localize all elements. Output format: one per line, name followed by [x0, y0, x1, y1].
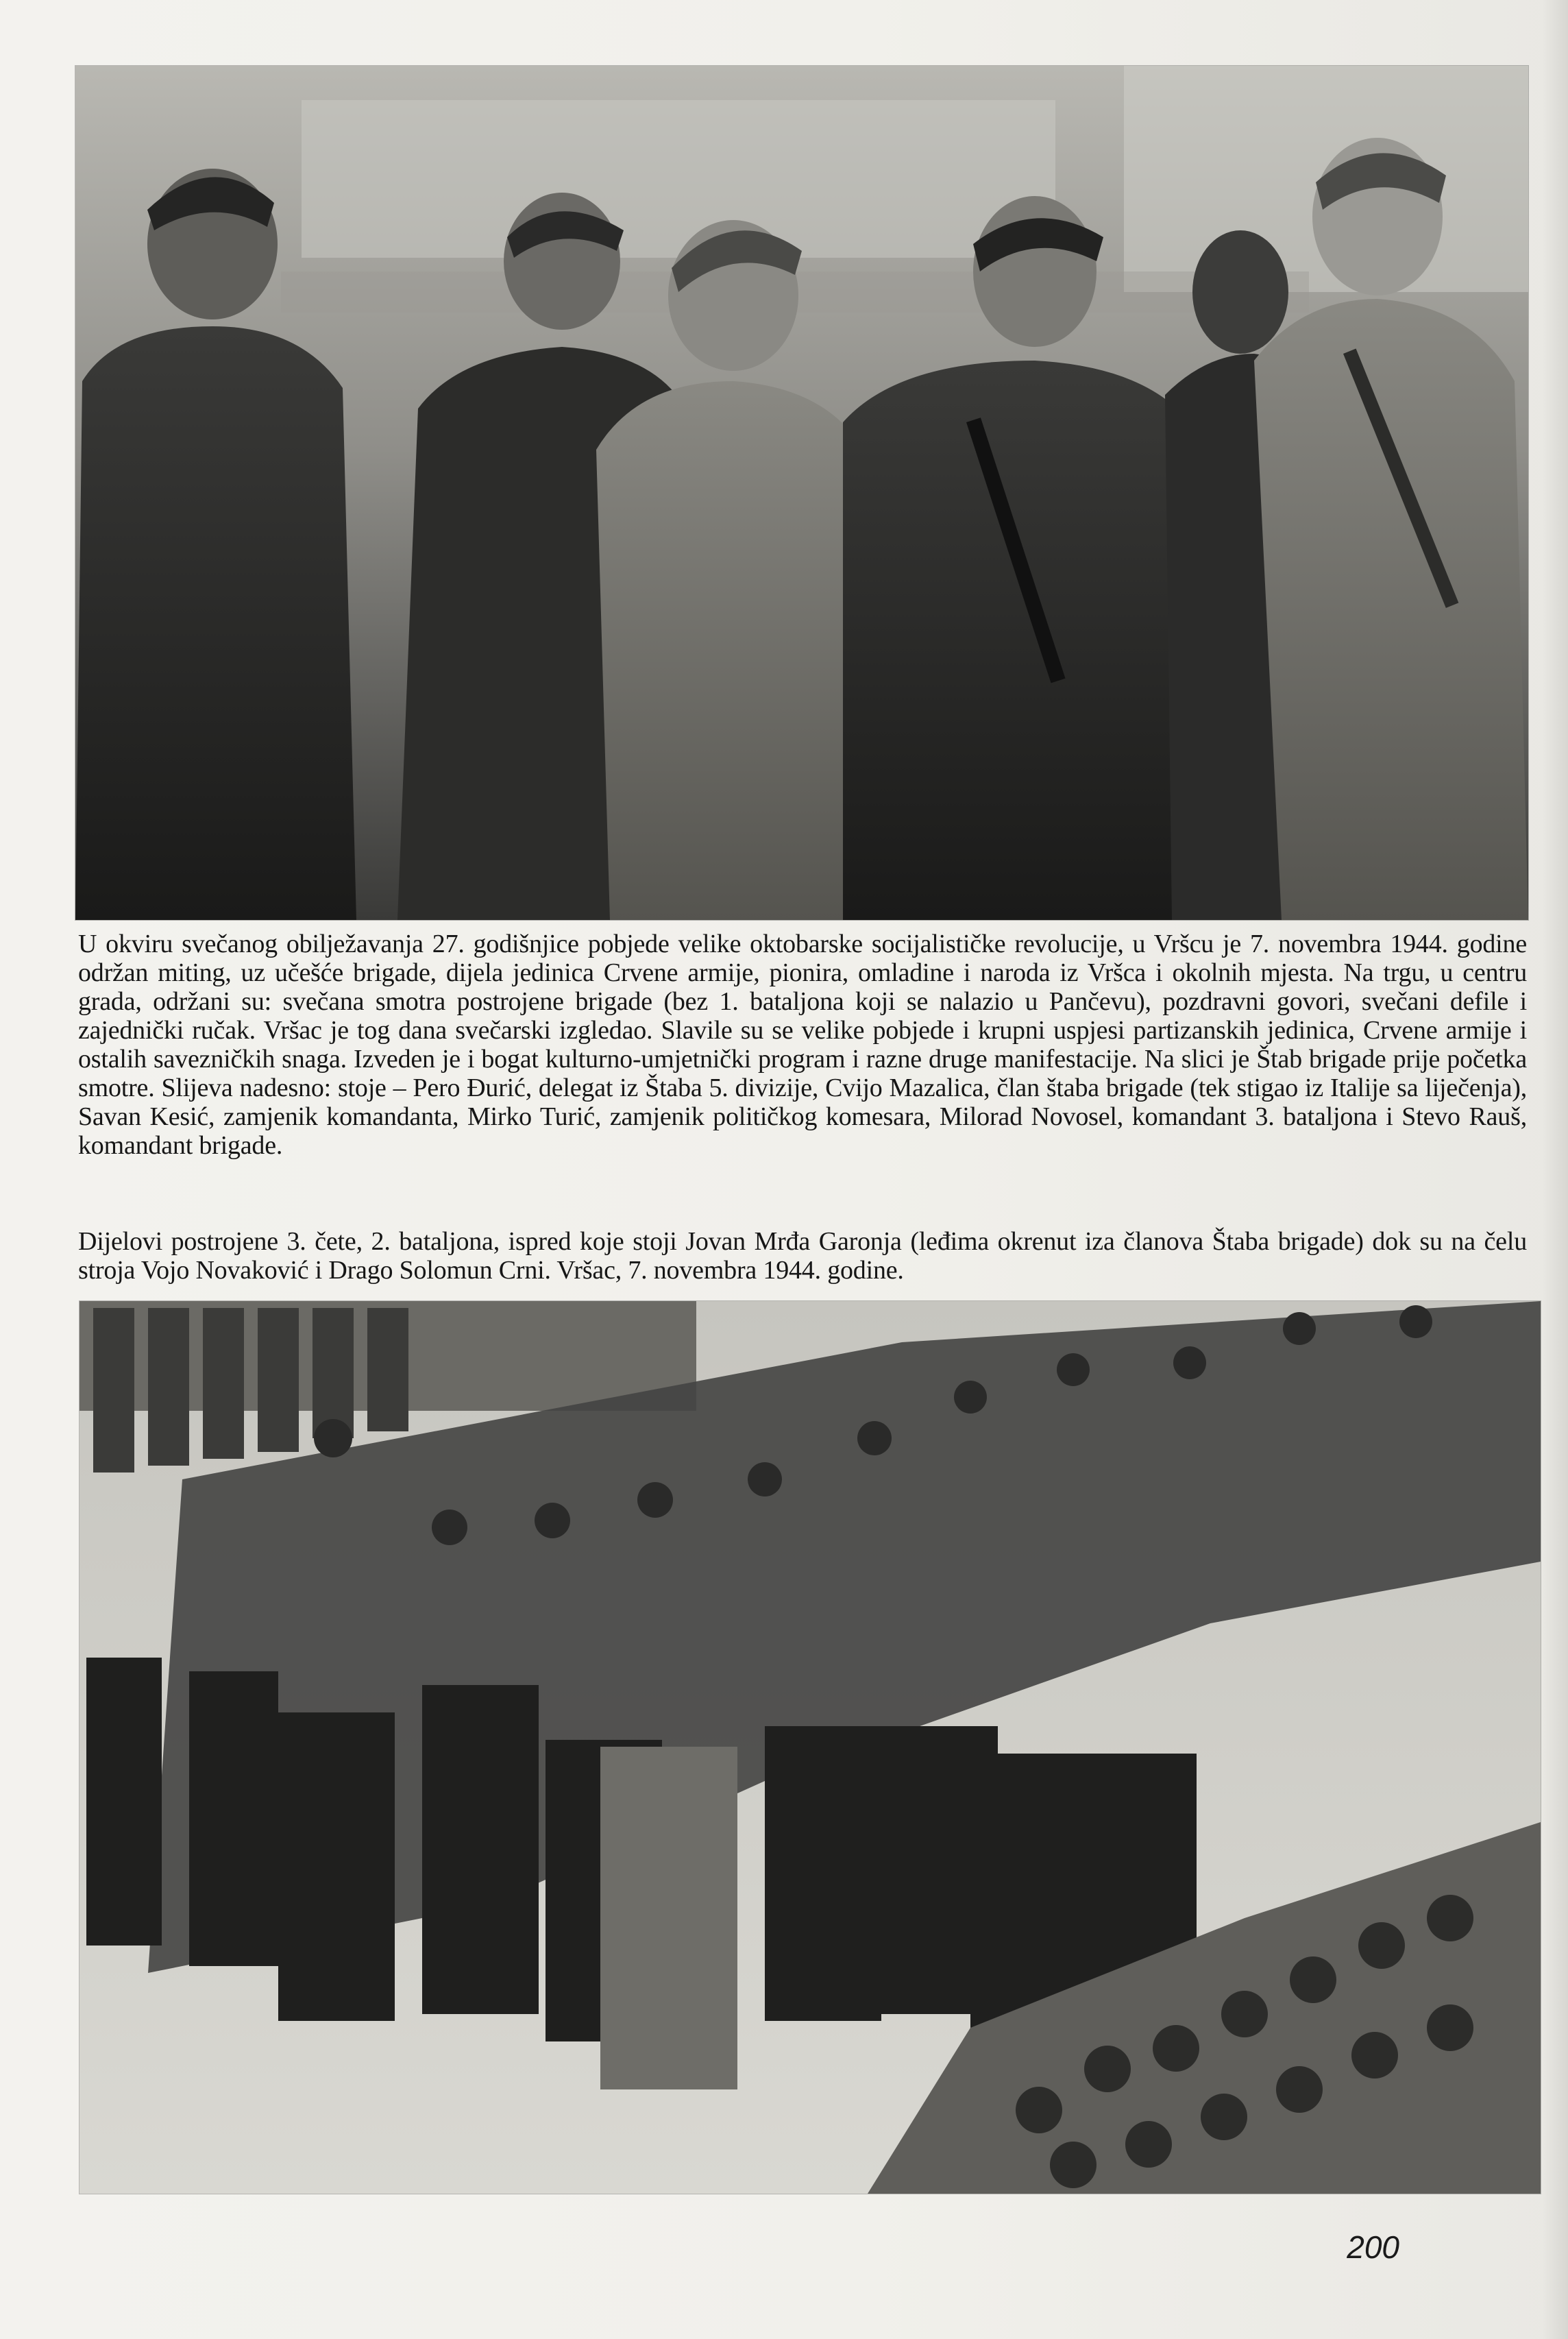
photo-company-lineup-image — [79, 1301, 1541, 2194]
photo-caption-staff: U okviru svečanog obilježavanja 27. godišnjice pobjede velike oktobarske socijalističke revolucije, u Vršcu je 7. novembra 1944. godine održan miting, uz učešće brigade, dijela jedinica Crvene armije, pionira, omladine i naroda iz Vršca i okolnih mjesta. Na trgu, u centru grada, održani su: svečana smotra postrojene brigade (bez 1. bataljona koji se nalazio u Pančevu), pozdravni govori, svečani defile i zajednički ručak. Vršac je tog dana svečarski izgledao. Slavile su se velike pobjede i krupni uspjesi partizanskih jedinica, Crvene armije i ostalih savezničkih snaga. Izveden je i bogat kulturno-umjetnički program i razne druge manifestacije. Na slici je Štab brigade prije početka smotre. Slijeva nadesno: stoje – Pero Đurić, delegat iz Štaba 5. divizije, Cvijo Mazalica, član štaba brigade (tek stigao iz Italije sa liječenja), Savan Kesić, zamjenik komandanta, Mirko Turić, zamjenik političkog komesara, Milorad Novosel, komandant 3. bataljona i Stevo Rauš, komandant brigade. — [78, 930, 1527, 1160]
photo-caption-company: Dijelovi postrojene 3. čete, 2. bataljona, ispred koje stoji Jovan Mrđa Garonja (leđima okrenut iza članova Štaba brigade) dok su na čelu stroja Vojo Novaković i Drago Solomun Crni. Vršac, 7. novembra 1944. godine. — [78, 1227, 1527, 1285]
scan-edge-shadow — [1542, 0, 1568, 2339]
page-number: 200 — [1347, 2229, 1399, 2265]
photo-brigade-staff-image — [75, 66, 1528, 920]
photo-brigade-staff — [75, 66, 1528, 920]
photo-company-lineup — [79, 1301, 1541, 2194]
